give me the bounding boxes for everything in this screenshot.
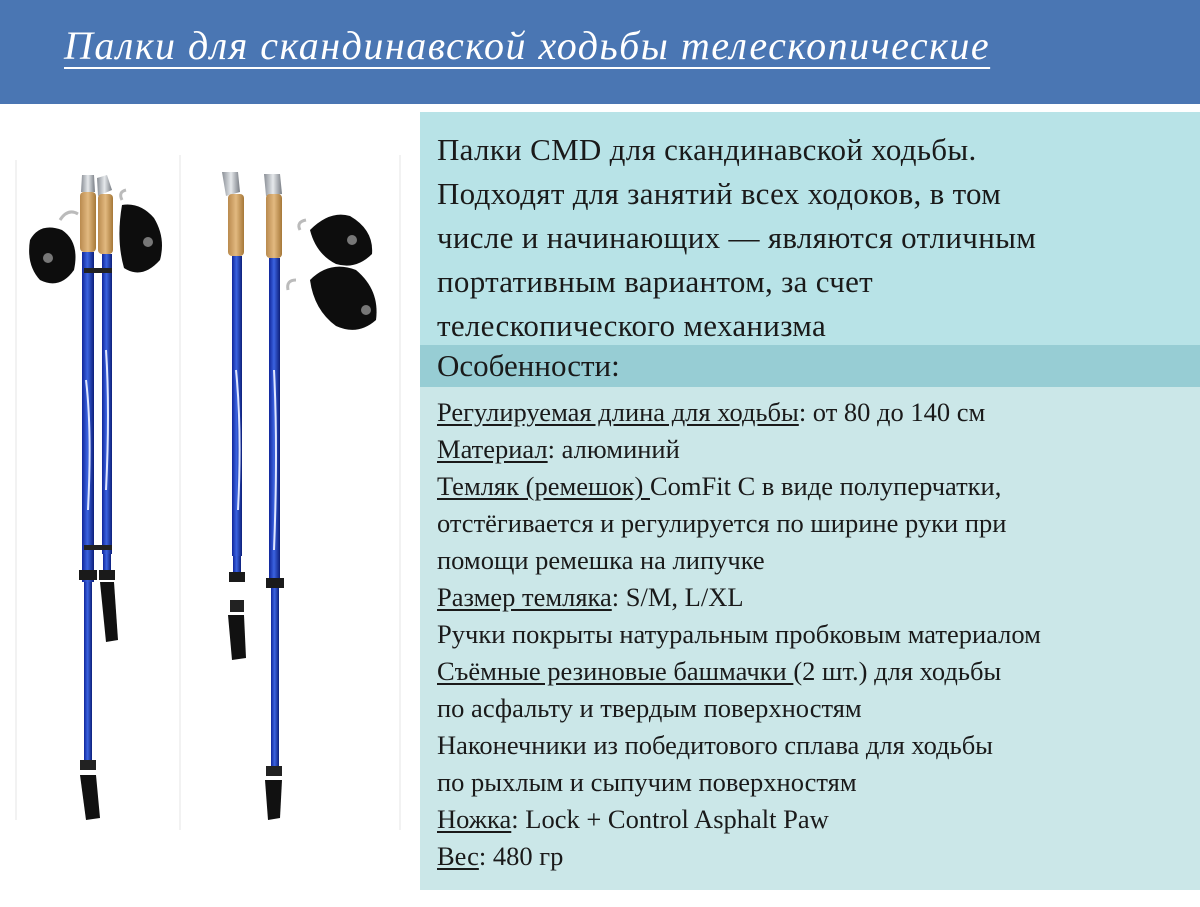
feature-item: отстёгивается и регулируется по ширине руки при	[437, 508, 1007, 538]
intro-line: числе и начинающих — являются отличным	[437, 220, 1037, 255]
features-list	[437, 394, 1197, 875]
intro-line: Подходят для занятий всех ходоков, в том	[437, 176, 1002, 211]
page-title: Палки для скандинавской ходьбы телескопические	[64, 23, 991, 68]
feature-value: : 480 гр	[478, 841, 564, 871]
feature-value: : от 80 до 140 см	[798, 397, 986, 427]
feature-item	[437, 653, 1197, 690]
feature-value: (2 шт.) для ходьбы	[793, 656, 1002, 686]
pole-right-d	[264, 174, 284, 820]
feature-item	[437, 801, 1197, 838]
pole-right-c	[222, 172, 246, 660]
feature-label: Съёмные резиновые башмачки	[437, 656, 794, 686]
intro-line: телескопического механизма	[437, 308, 827, 343]
feature-label: Вес	[437, 841, 479, 871]
feature-item: Ручки покрыты натуральным пробковым материалом	[437, 619, 1041, 649]
feature-label: Размер темляка	[437, 582, 612, 612]
features-header	[420, 345, 1200, 387]
intro-line: портативным вариантом, за счет	[437, 264, 874, 299]
feature-value: : Lock + Control Asphalt Paw	[511, 804, 829, 834]
feature-item: по рыхлым и сыпучим поверхностям	[437, 767, 857, 797]
feature-item: по асфальту и твердым поверхностям	[437, 693, 862, 723]
feature-item	[437, 394, 1197, 431]
feature-label: Ножка	[437, 804, 512, 834]
feature-value: : алюминий	[547, 434, 680, 464]
description-panel	[420, 112, 1200, 890]
intro-line: Палки CMD для скандинавской ходьбы.	[437, 132, 977, 167]
feature-label: Материал	[437, 434, 548, 464]
feature-label: Темляк (ремешок)	[437, 471, 650, 501]
intro-block	[420, 112, 1200, 345]
title-banner	[0, 0, 1200, 104]
features-title: Особенности:	[437, 348, 620, 383]
feature-item: Наконечники из победитового сплава для ходьбы	[437, 730, 993, 760]
feature-item	[437, 468, 1197, 505]
nordic-poles-image	[0, 130, 415, 850]
feature-value: ComFit C в виде полуперчатки,	[649, 471, 1002, 501]
feature-value: : S/M, L/XL	[611, 582, 744, 612]
intro-text	[437, 128, 1197, 348]
feature-item	[437, 838, 1197, 875]
feature-item	[437, 431, 1197, 468]
pole-left-b	[97, 175, 118, 642]
feature-item	[437, 579, 1197, 616]
feature-item: помощи ремешка на липучке	[437, 545, 765, 575]
product-photo	[0, 130, 415, 850]
feature-label: Регулируемая длина для ходьбы	[437, 397, 799, 427]
